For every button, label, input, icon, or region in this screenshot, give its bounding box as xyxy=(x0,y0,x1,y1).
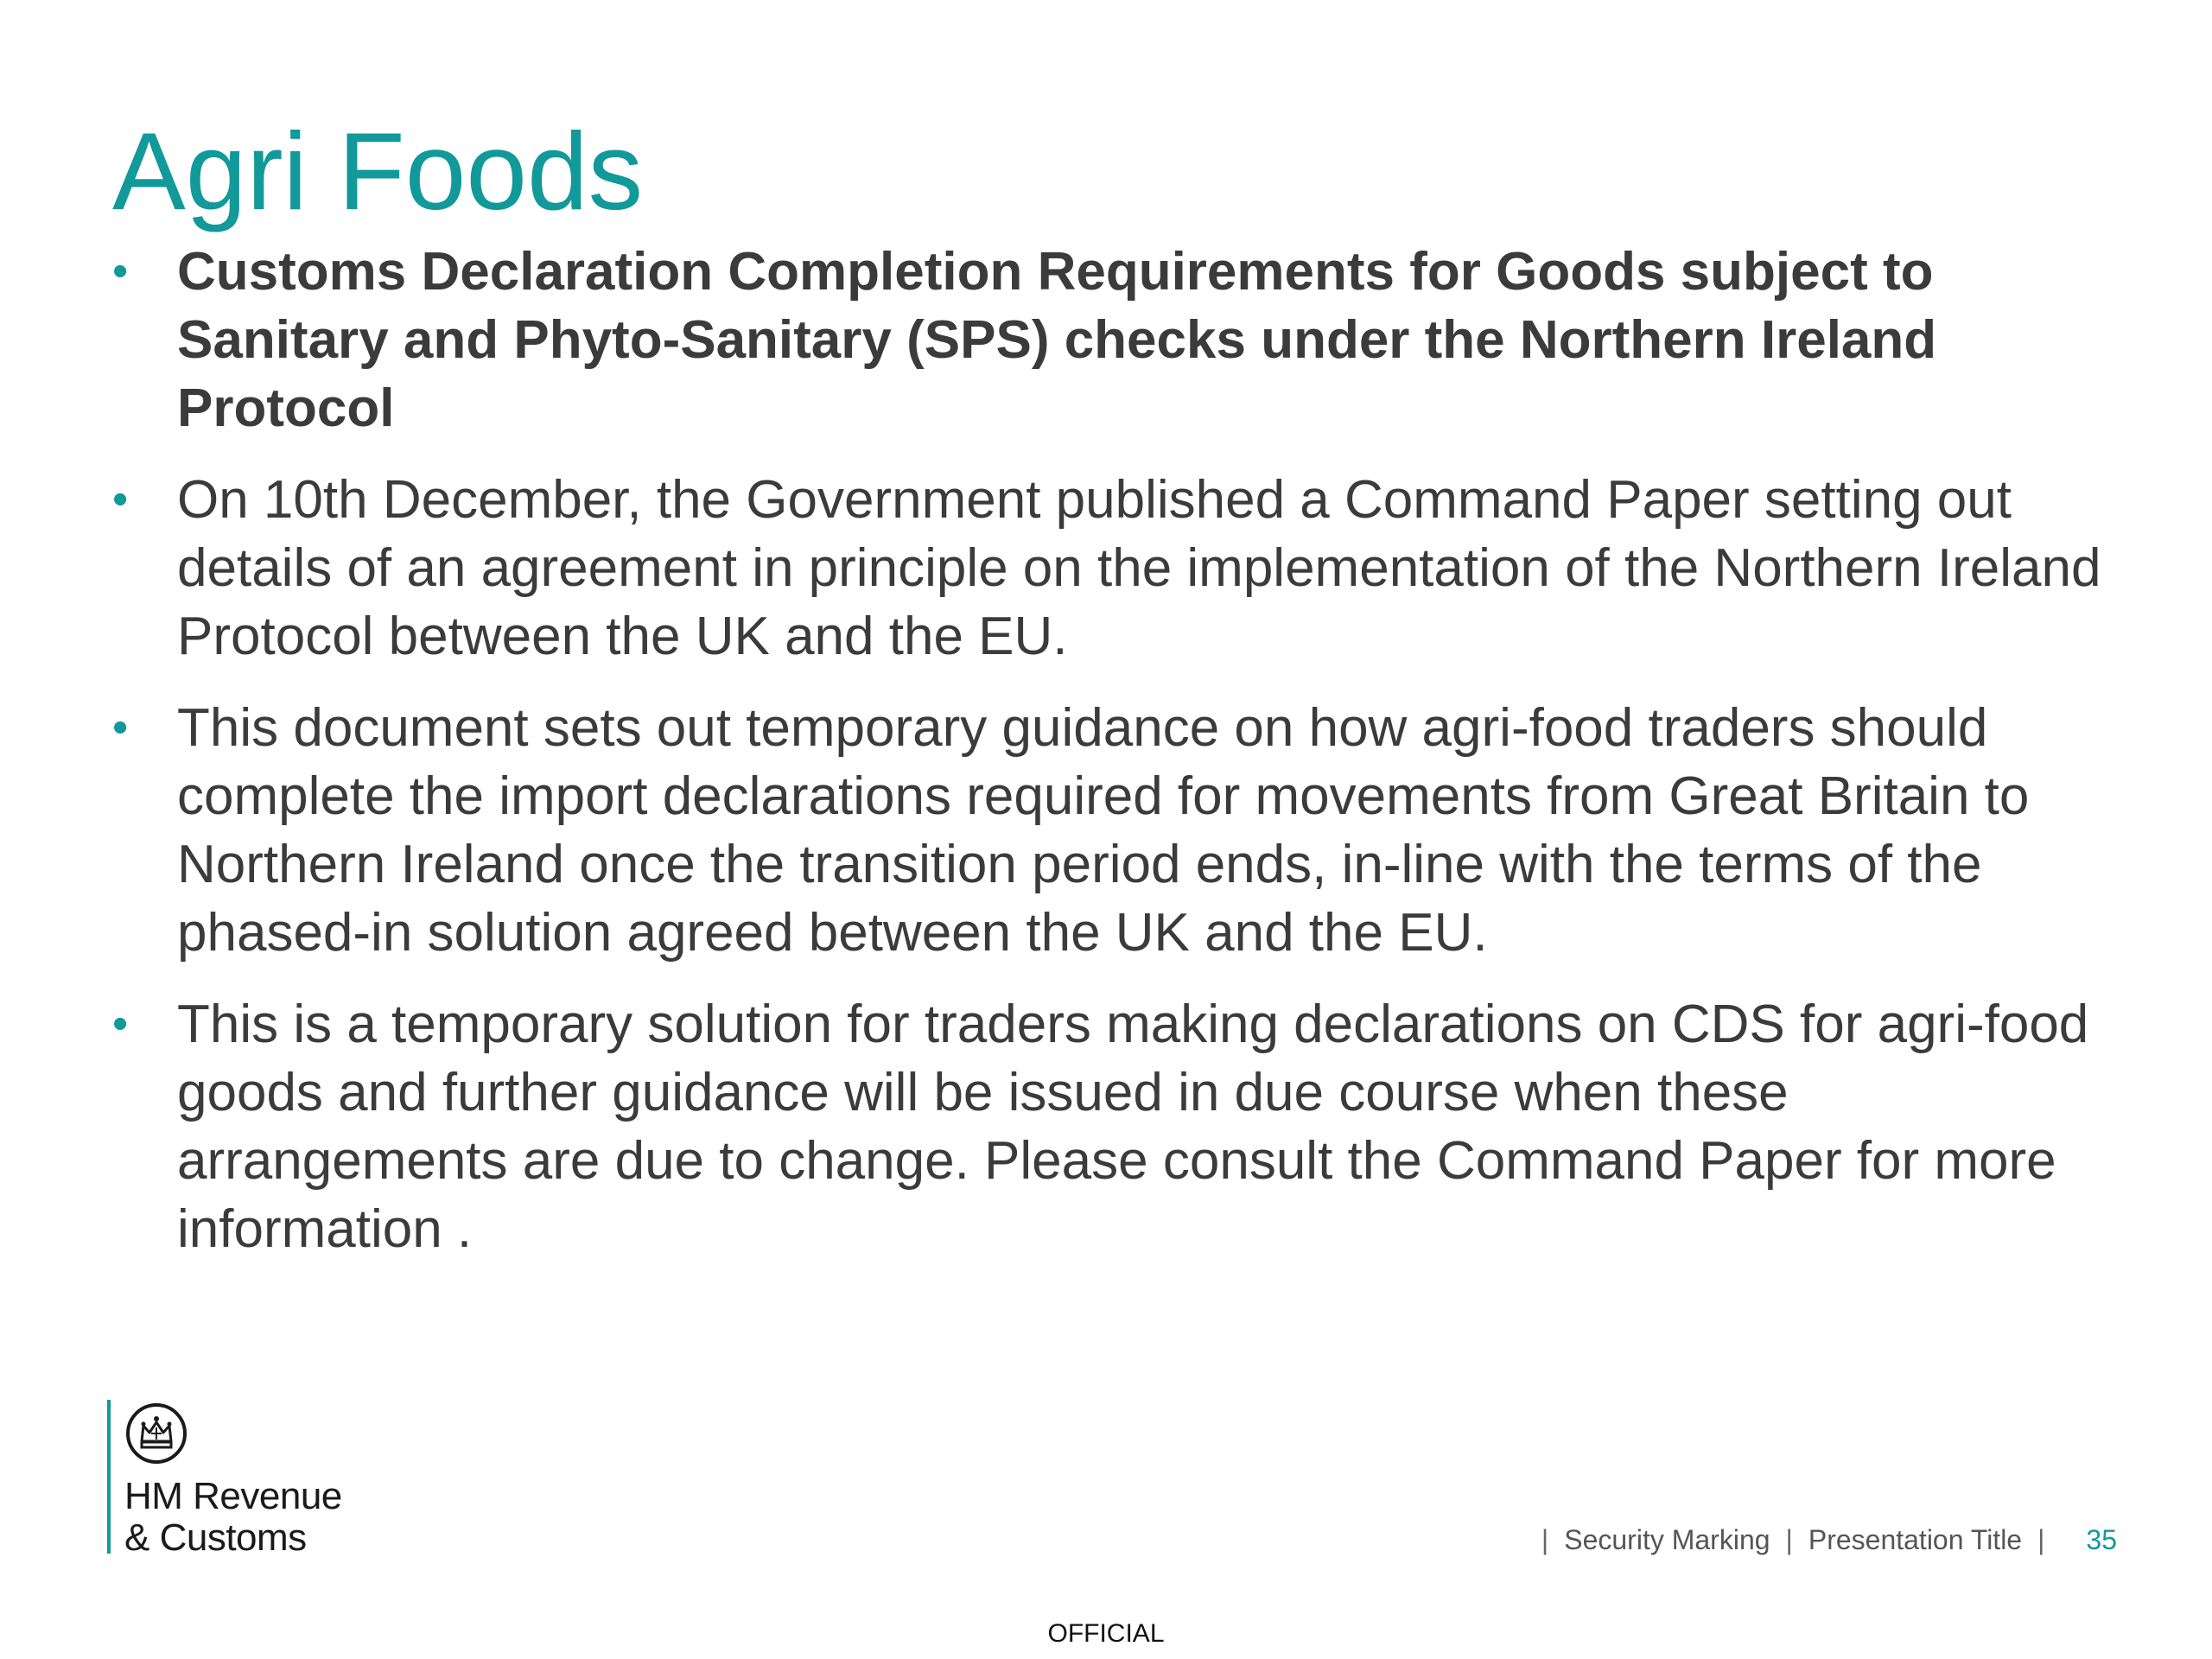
bullet-item-temporary-guidance xyxy=(112,694,2126,967)
footer-separator: | xyxy=(1541,1524,1549,1555)
hmrc-logo xyxy=(107,1400,342,1559)
bullet-item-command-paper xyxy=(112,466,2126,671)
bullet-text: On 10th December, the Government published a Command Paper setting out details of an agreement in principle on the implementation of the Northern Ireland Protocol between the UK and the EU. xyxy=(177,470,2101,666)
bullet-icon: • xyxy=(112,702,129,753)
bullet-list xyxy=(112,238,2126,1287)
bullet-icon: • xyxy=(112,474,129,524)
logo-text-line-2: & Customs xyxy=(124,1516,307,1559)
bullet-text: Customs Declaration Completion Requirements for Goods subject to Sanitary and Phyto-Sanitary (SPS) checks under the Northern Ireland Protocol xyxy=(177,242,1937,438)
bullet-icon: • xyxy=(112,999,129,1049)
bullet-text: This is a temporary solution for traders making declarations on CDS for agri-food goods and further guidance will be issued in due course when these arrangements are due to change. Please consult the Command Paper for more information . xyxy=(177,995,2089,1259)
classification-label: OFFICIAL xyxy=(1047,1619,1165,1648)
slide-footer xyxy=(1526,1522,2117,1557)
slide-title: Agri Foods xyxy=(112,110,644,232)
footer-separator: | xyxy=(1785,1524,1793,1555)
page-number: 35 xyxy=(2086,1524,2117,1555)
bullet-item-temporary-solution xyxy=(112,990,2126,1263)
bullet-text: This document sets out temporary guidance on how agri-food traders should complete the import declarations required for movements from Great Britain to Northern Ireland once the transition period ends, in-line with the terms of the phased-in solution agreed between the UK and the EU. xyxy=(177,698,2030,963)
footer-separator: | xyxy=(2037,1524,2045,1555)
footer-presentation-title: Presentation Title xyxy=(1808,1524,2023,1555)
footer-security-marking: Security Marking xyxy=(1564,1524,1770,1555)
logo-text-line-1: HM Revenue xyxy=(124,1475,342,1517)
crown-crest-icon xyxy=(124,1402,188,1465)
bullet-icon: • xyxy=(112,246,129,296)
bullet-item-sps-heading xyxy=(112,238,2126,442)
